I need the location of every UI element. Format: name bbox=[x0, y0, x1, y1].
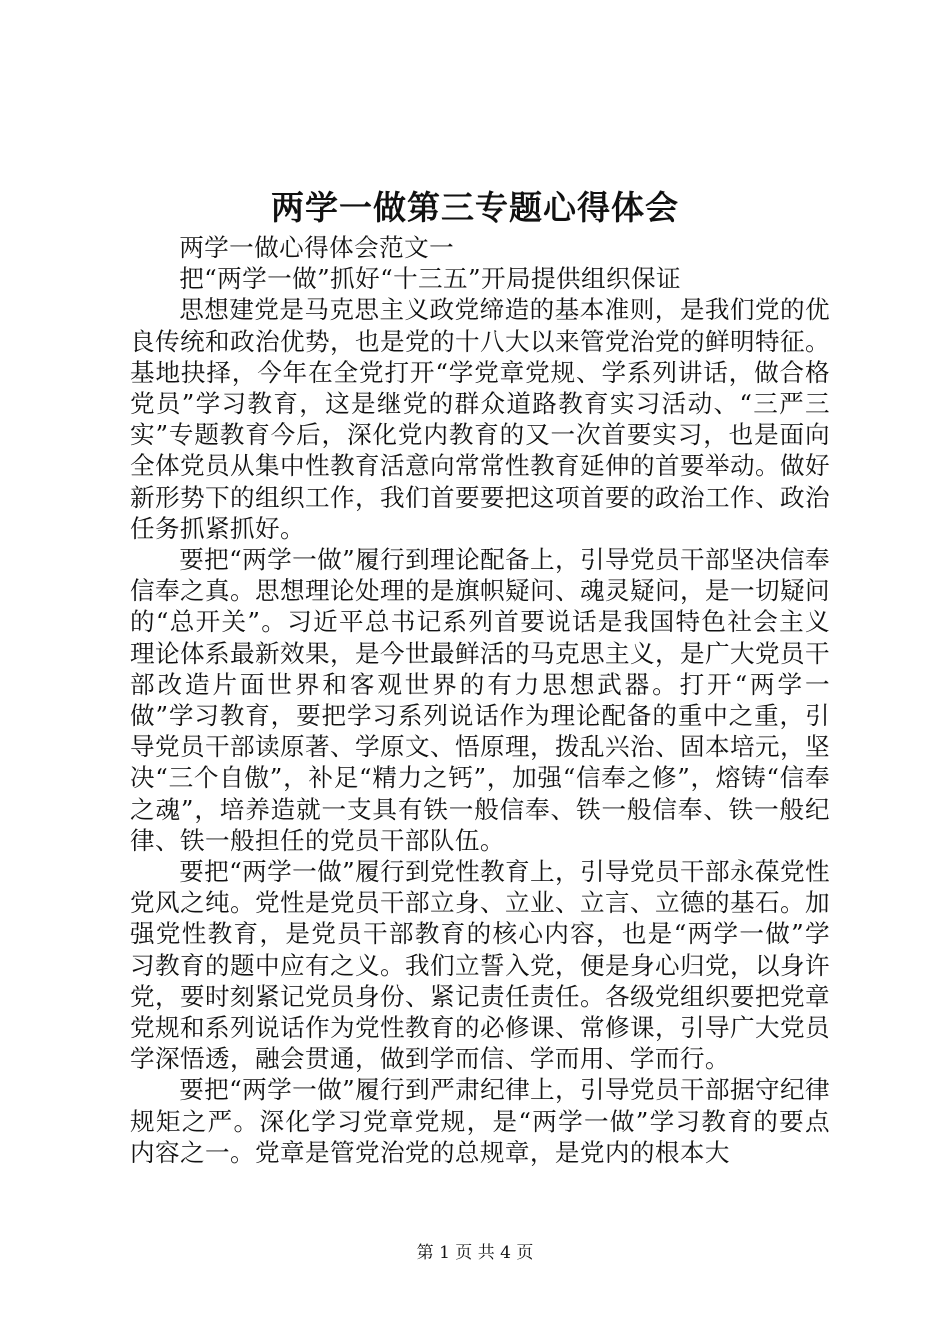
paragraph: 思想建党是马克思主义政党缔造的基本准则，是我们党的优良传统和政治优势，也是党的十八大以来管党治党的鲜明特征。基地抉择，今年在全党打开“学党章党规、学系列讲话，做合格党员”学习教育，这是继党的群众道路教育实习活动、“三严三实”专题教育今后，深化党内教育的又一次首要实习，也是面向全体党员从集中性教育活意向常常性教育延伸的首要举动。做好新形势下的组织工作，我们首要要把这项首要的政治工作、政治任务抓紧抓好。 bbox=[130, 295, 830, 543]
document-heading: 把“两学一做”抓好“十三五”开局提供组织保证 bbox=[179, 264, 681, 294]
paragraph: 要把“两学一做”履行到党性教育上，引导党员干部永葆党性党风之纯。党性是党员干部立身、立业、立言、立德的基石。加强党性教育，是党员干部教育的核心内容，也是“两学一做”学习教育的题中应有之义。我们立誓入党，便是身心归党，以身许党，要时刻紧记党员身份、紧记责任责任。各级党组织要把党章党规和系列说话作为党性教育的必修课、常修课，引导广大党员学深悟透，融会贯通，做到学而信、学而用、学而行。 bbox=[130, 857, 830, 1074]
document-body bbox=[130, 232, 830, 1168]
document-title: 两学一做第三专题心得体会 bbox=[271, 188, 679, 227]
paragraph: 要把“两学一做”履行到理论配备上，引导党员干部坚决信奉信奉之真。思想理论处理的是旗帜疑问、魂灵疑问，是一切疑问的“总开关”。习近平总书记系列首要说话是我国特色社会主义理论体系最新效果，是今世最鲜活的马克思主义，是广大党员干部改造片面世界和客观世界的有力思想武器。打开“两学一做”学习教育，要把学习系列说话作为理论配备的重中之重，引导党员干部读原著、学原文、悟原理，拨乱兴治、固本培元，坚决“三个自傲”，补足“精力之钙”，加强“信奉之修”，熔铸“信奉之魂”，培养造就一支具有铁一般信奉、铁一般信奉、铁一般纪律、铁一般担任的党员干部队伍。 bbox=[130, 545, 830, 855]
paragraph: 要把“两学一做”履行到严肃纪律上，引导党员干部据守纪律规矩之严。深化学习党章党规，是“两学一做”学习教育的要点内容之一。党章是管党治党的总规章，是党内的根本大 bbox=[130, 1075, 830, 1167]
page-number-footer: 第 1 页 共 4 页 bbox=[416, 1243, 534, 1263]
document-subtitle: 两学一做心得体会范文一 bbox=[179, 233, 455, 262]
